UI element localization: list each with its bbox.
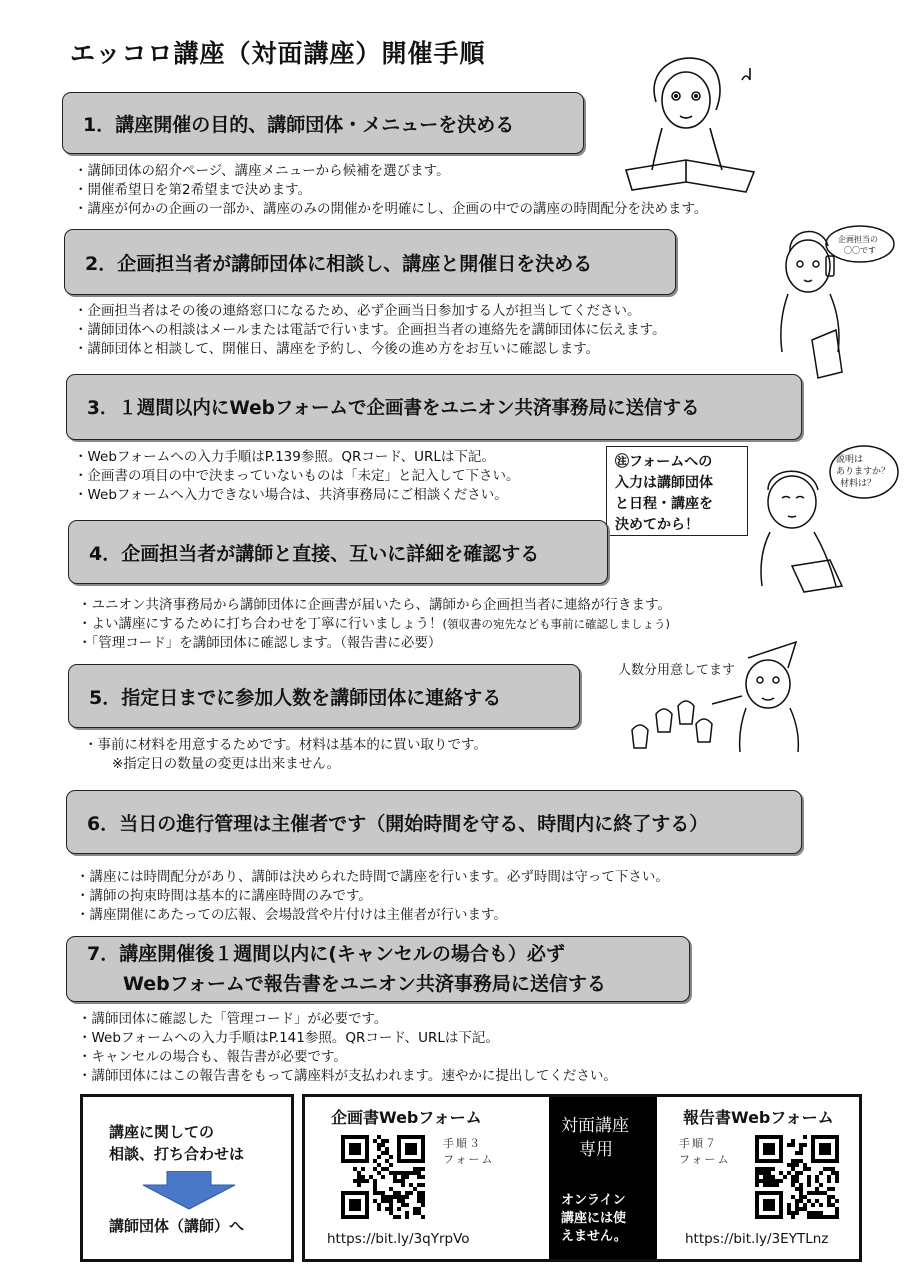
list-item: ・事前に材料を用意するためです。材料は基本的に買い取りです。 [84, 737, 487, 753]
step-4-label: 4．企画担当者が講師と直接、互いに詳細を確認する [89, 542, 540, 565]
plan-form-step-sub: フォーム [443, 1153, 495, 1166]
list-item-text: ・よい講座にするために打ち合わせを丁寧に行いましょう！ [78, 616, 443, 632]
step-3-bullets [74, 448, 520, 505]
caption-text: 人数分用意してます [618, 663, 736, 678]
list-item: ・企画担当者はその後の連絡窓口になるため、必ず企画当日参加する人が担当してください。 [74, 303, 641, 319]
list-item: ・講座が何かの企画の一部か、講座のみの開催かを明確にし、企画の中での講座の時間配分を決めます。 [74, 201, 708, 217]
woman-reading-illustration [616, 50, 766, 200]
eye-icon [694, 94, 698, 98]
woman-thinking-illustration [752, 436, 900, 594]
list-item: ・Webフォームへの入力手順はP.139参照。QRコード、URLは下記。 [74, 449, 495, 465]
step-3-heading [66, 374, 802, 440]
arrow-down-icon [139, 1171, 239, 1211]
report-form-step: 手順７ [679, 1137, 718, 1150]
plan-form-url[interactable]: https://bit.ly/3qYrpVo [327, 1231, 470, 1247]
contact-line1: 講座に関しての [109, 1123, 215, 1141]
contact-line2: 相談、打ち合わせは [109, 1145, 245, 1163]
step-6-label: 6．当日の進行管理は主催者です（開始時間を守る、時間内に終了する） [87, 812, 709, 835]
step-1-label: 1．講座開催の目的、講師団体・メニューを決める [83, 113, 515, 136]
note-line: と日程・講座を [615, 496, 713, 512]
list-item: ・Webフォームへの入力手順はP.141参照。QRコード、URLは下記。 [78, 1030, 499, 1046]
step-6-bullets [76, 868, 669, 925]
list-item: ・講師団体に確認した「管理コード」が必要です。 [78, 1011, 388, 1027]
step-6-heading [66, 790, 802, 854]
speech-text: 材料は？ [840, 479, 877, 489]
step-7-heading [66, 936, 690, 1002]
in-person-only-panel [549, 1097, 657, 1259]
report-form-title: 報告書Webフォーム [683, 1108, 834, 1127]
woman-on-phone-illustration [768, 222, 898, 382]
list-item: ・講師の拘束時間は基本的に講座時間のみです。 [76, 888, 372, 904]
step-2-bullets [74, 302, 666, 359]
eye-icon [674, 94, 678, 98]
list-item: ・キャンセルの場合も、報告書が必要です。 [78, 1049, 347, 1065]
step-3-label: 3．１週間以内にWebフォームで企画書をユニオン共済事務局に送信する [87, 398, 700, 419]
list-item: ・開催希望日を第2希望まで決めます。 [74, 182, 312, 198]
step-2-heading [64, 229, 676, 295]
speech-text: 説明は [836, 455, 864, 465]
plan-form-qr-code-icon[interactable] [341, 1135, 425, 1219]
online-note-line2: 講座には使 [561, 1211, 627, 1226]
note-line: ㊟フォームへの [615, 454, 713, 470]
step-1-heading [62, 92, 584, 154]
speech-text: 企画担当の [838, 235, 878, 244]
list-item [78, 615, 671, 634]
list-item: ・ユニオン共済事務局から講師団体に企画書が届いたら、講師から企画担当者に連絡が行きます。 [78, 597, 671, 613]
note-line: 入力は講師団体 [615, 475, 713, 491]
page-title: エッコロ講座（対面講座）開催手順 [70, 39, 486, 68]
list-item: ・講師団体にはこの報告書をもって講座料が支払われます。速やかに提出してください。 [78, 1068, 617, 1084]
list-item: ・講師団体と相談して、開催日、講座を予約し、今後の進め方をお互いに確認します。 [74, 341, 600, 357]
step-5-label: 5．指定日までに参加人数を講師団体に連絡する [89, 686, 502, 709]
report-form-step-sub: フォーム [679, 1153, 731, 1166]
list-item-note: (領収書の宛先なども事前に確認しましょう) [442, 617, 670, 631]
list-item: ・講座開催にあたっての広報、会場設営や片付けは主催者が行います。 [76, 907, 507, 923]
form-input-note [606, 446, 748, 536]
online-note-line1: オンライン [561, 1193, 626, 1208]
list-item: ・講座には時間配分があり、講師は決められた時間で講座を行います。必ず時間は守って下さい。 [76, 869, 669, 885]
online-note-line3: えません。 [561, 1229, 627, 1244]
contact-box [80, 1094, 294, 1262]
step-7-bullets [78, 1010, 617, 1086]
step-4-bullets [78, 596, 671, 653]
in-person-line1: 対面講座 [561, 1116, 629, 1136]
list-item: ・講師団体の紹介ページ、講座メニューから候補を選びます。 [74, 163, 450, 179]
woman-with-bags-illustration [612, 634, 808, 754]
plan-form-title: 企画書Webフォーム [331, 1108, 482, 1127]
list-item: ・講師団体への相談はメールまたは電話で行います。企画担当者の連絡先を講師団体に伝えます。 [74, 322, 666, 338]
in-person-line2: 専用 [579, 1140, 613, 1160]
list-item: ・「管理コード」を講師団体に確認します。（報告書に必要） [78, 635, 442, 651]
step-1-bullets [74, 162, 707, 219]
web-forms-box [302, 1094, 862, 1262]
plan-form-step: 手順３ [443, 1137, 482, 1150]
step-7-label-line1: 7．講座開催後１週間以内に(キャンセルの場合も）必ず [87, 943, 565, 965]
step-7-label-line2: Webフォームで報告書をユニオン共済事務局に送信する [123, 973, 606, 995]
report-form-url[interactable]: https://bit.ly/3EYTLnz [685, 1231, 829, 1247]
list-item: ※指定日の数量の変更は出来ません。 [112, 756, 341, 772]
step-5-bullets [84, 736, 487, 774]
speech-text: 〇〇です [844, 246, 876, 255]
step-2-label: 2．企画担当者が講師団体に相談し、講座と開催日を決める [85, 252, 593, 275]
step-5-heading [68, 664, 580, 728]
step-4-heading [68, 520, 608, 584]
note-line: 決めてから！ [615, 517, 699, 533]
list-item: ・企画書の項目の中で決まっていないものは「未定」と記入して下さい。 [74, 468, 520, 484]
report-form-qr-code-icon[interactable] [755, 1135, 839, 1219]
contact-line3: 講師団体（講師）へ [109, 1217, 245, 1235]
list-item: ・Webフォームへ入力できない場合は、共済事務局にご相談ください。 [74, 487, 508, 503]
speech-text: ありますか？ [836, 467, 891, 477]
